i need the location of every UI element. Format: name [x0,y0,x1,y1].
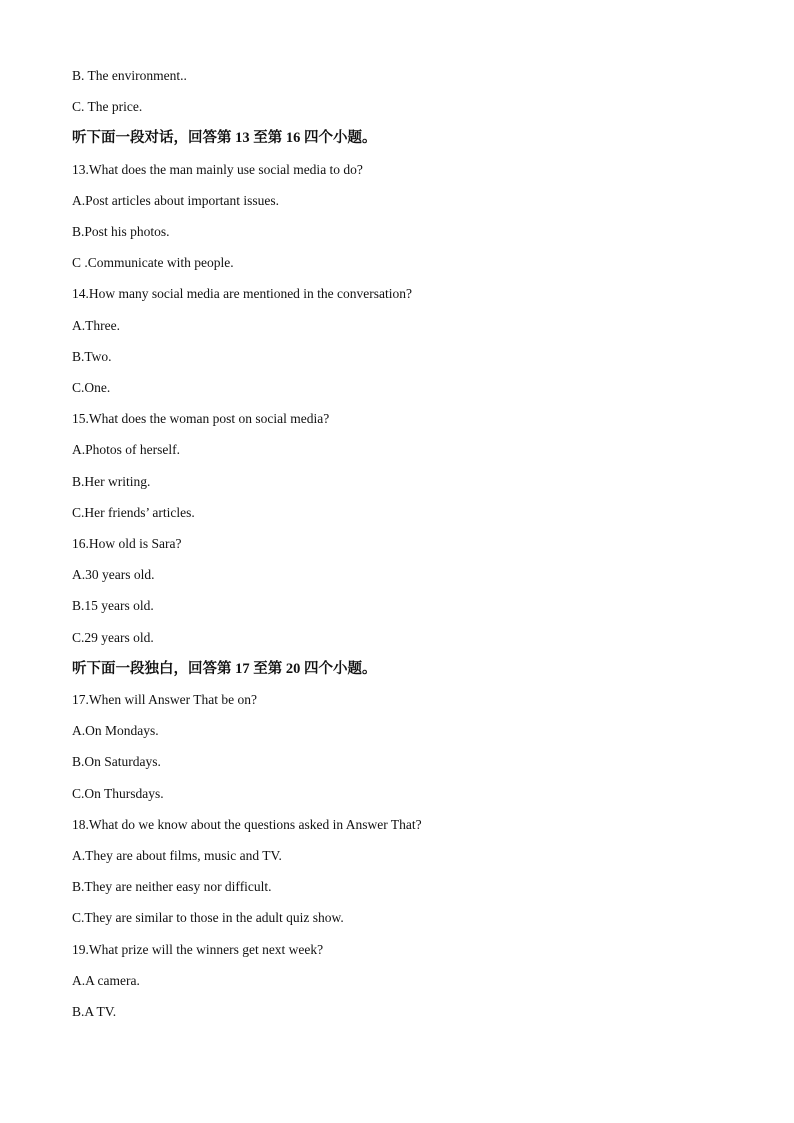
question-text: 17.When will Answer That be on? [72,692,257,707]
answer-option: A.Photos of herself. [72,442,180,458]
answer-option: C.29 years old. [72,629,154,645]
answer-option: B.15 years old. [72,598,154,614]
section-heading: 听下面一段独白，回答第 17 至第 20 四个小题。 [72,660,377,677]
answer-option: C.They are similar to those in the adult quiz show. [72,910,344,926]
answer-option: A.A camera. [72,972,140,988]
answer-option: B.Two. [72,348,112,364]
answer-option: C. The price. [72,99,143,115]
question-text: 14.How many social media are mentioned in the conversation? [72,286,413,302]
question-text: 19.What prize will the winners get next week? [72,941,324,957]
answer-option: B.On Saturdays. [72,754,161,770]
question-text: 16.How old is Sara? [72,536,182,551]
question-text: 13.What does the man mainly use social media to do? [72,161,363,177]
answer-option: C .Communicate with people. [72,255,234,271]
answer-option: C.One. [72,380,111,395]
question-text: 18.What do we know about the questions asked in Answer That? [72,816,422,832]
answer-option: B.Her writing. [72,473,151,489]
answer-option: A.30 years old. [72,567,155,583]
answer-option: A.Post articles about important issues. [72,192,279,208]
answer-option: B.They are neither easy nor difficult. [72,879,272,895]
answer-option: B.Post his photos. [72,224,170,239]
answer-option: B. The environment.. [72,68,187,83]
question-text: 15.What does the woman post on social media? [72,411,330,427]
answer-option: A.On Mondays. [72,723,159,739]
answer-option: A.They are about films, music and TV. [72,848,282,863]
section-heading: 听下面一段对话，回答第 13 至第 16 四个小题。 [72,130,377,147]
answer-option: A.Three. [72,317,120,333]
answer-option: C.Her friends’ articles. [72,504,195,520]
answer-option: C.On Thursdays. [72,785,164,801]
answer-option: B.A TV. [72,1004,117,1019]
